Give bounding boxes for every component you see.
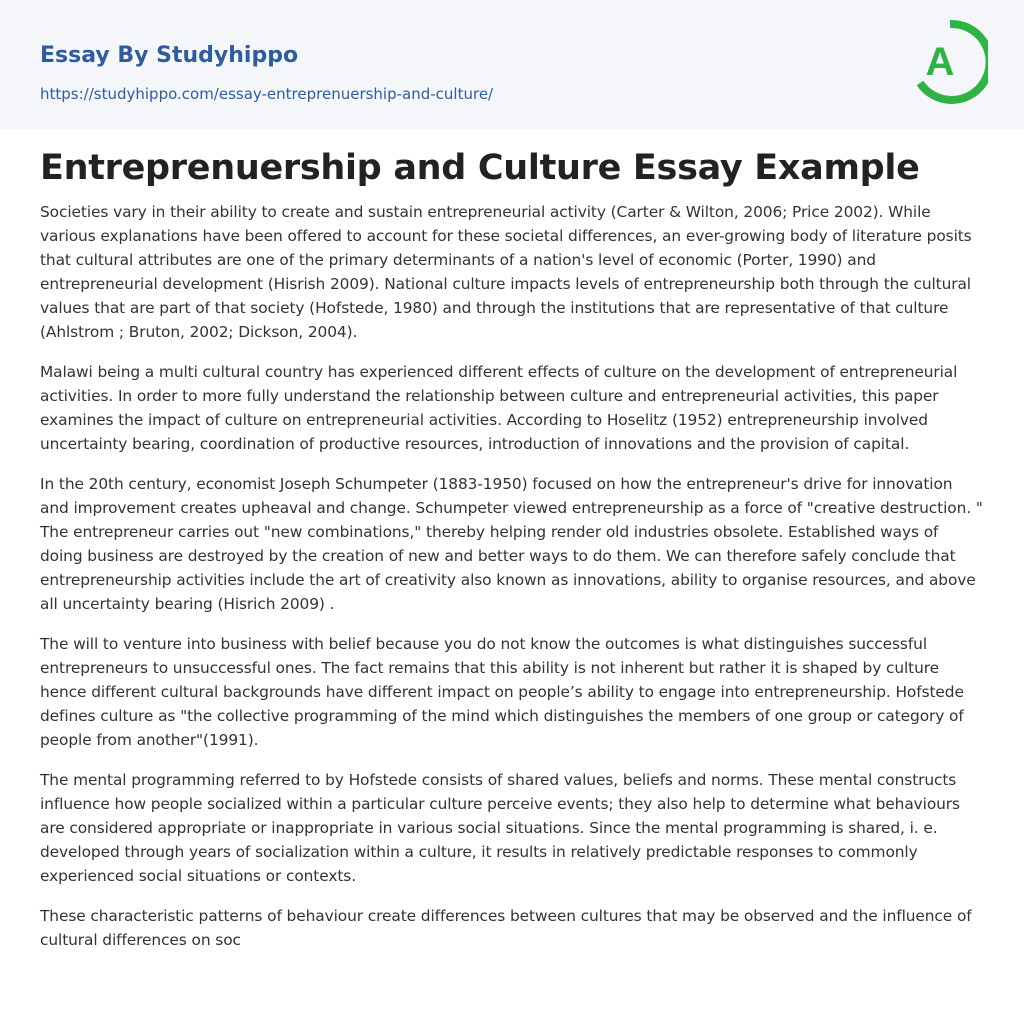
article-paragraph-5: The mental programming referred to by Hofstede consists of shared values, beliefs and norms. These mental constructs influence how people socialized within a particular culture perceive events; they also help to determine what behaviours are considered appropriate or inappropriate in various social situations. Since the mental programming is shared, i. e. developed through years of socialization within a culture, it results in relatively predictable responses to commonly experienced social situations or contexts. bbox=[40, 771, 960, 885]
source-url-link[interactable]: https://studyhippo.com/essay-entreprenuership-and-culture/ bbox=[40, 85, 494, 103]
article bbox=[40, 140, 984, 968]
logo-letter: A bbox=[925, 40, 955, 84]
studyhippo-logo-icon[interactable] bbox=[912, 18, 988, 106]
article-paragraph-6: These characteristic patterns of behaviour create differences between cultures that may be observed and the influence of cultural differences on soc bbox=[40, 907, 972, 949]
article-paragraph-1: Societies vary in their ability to create and sustain entrepreneurial activity (Carter & Wilton, 2006; Price 2002). While various explanations have been offered to account for these societal differences, an ever-growing body of literature posits that cultural attributes are one of the primary determinants of a nation's level of economic (Porter, 1990) and entrepreneurial development (Hisrish 2009). National culture impacts levels of entrepreneurship both through the cultural values that are part of that society (Hofstede, 1980) and through the institutions that are representative of that culture (Ahlstrom ; Bruton, 2002; Dickson, 2004). bbox=[40, 203, 972, 341]
site-brand[interactable]: Essay By Studyhippo bbox=[40, 43, 299, 68]
site-header bbox=[0, 0, 1024, 129]
page-title: Entreprenuership and Culture Essay Example bbox=[40, 148, 920, 188]
article-paragraph-4: The will to venture into business with belief because you do not know the outcomes is what distinguishes successful entrepreneurs to unsuccessful ones. The fact remains that this ability is not inherent but rather it is shaped by culture hence different cultural backgrounds have different impact on people’s ability to engage into entrepreneurship. Hofstede defines culture as "the collective programming of the mind which distinguishes the members of one group or category of people from another"(1991). bbox=[40, 635, 964, 749]
article-paragraph-2: Malawi being a multi cultural country has experienced different effects of culture on the development of entrepreneurial activities. In order to more fully understand the relationship between culture and entrepreneurial activities, this paper examines the impact of culture on entrepreneurial activities. According to Hoselitz (1952) entrepreneurship involved uncertainty bearing, coordination of productive resources, introduction of innovations and the provision of capital. bbox=[40, 363, 958, 453]
article-paragraph-3: In the 20th century, economist Joseph Schumpeter (1883-1950) focused on how the entrepreneur's drive for innovation and improvement creates upheaval and change. Schumpeter viewed entrepreneurship as a force of "creative destruction. " The entrepreneur carries out "new combinations," thereby helping render old industries obsolete. Established ways of doing business are destroyed by the creation of new and better ways to do them. We can therefore safely conclude that entrepreneurship activities include the art of creativity also known as innovations, ability to organise resources, and above all uncertainty bearing (Hisrich 2009) . bbox=[40, 475, 983, 613]
